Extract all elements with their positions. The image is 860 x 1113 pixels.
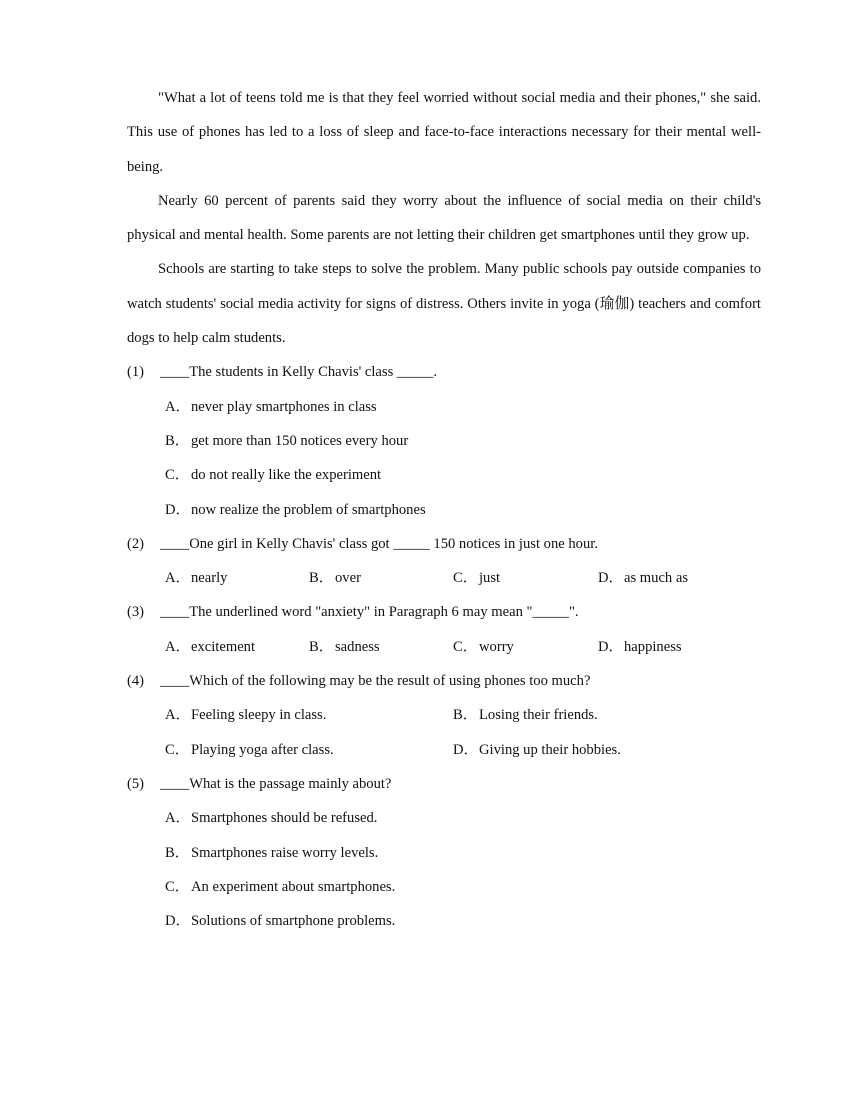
option-letter: D． [165, 913, 191, 930]
option-d[interactable] [598, 630, 682, 664]
option-text: get more than 150 notices every hour [191, 432, 409, 449]
option-a[interactable] [165, 561, 227, 595]
question-4 [127, 664, 761, 698]
option-d[interactable] [598, 561, 688, 595]
option-letter: B． [309, 570, 334, 587]
option-row [127, 493, 761, 527]
option-a[interactable] [165, 801, 377, 835]
question-5 [127, 767, 761, 801]
option-text: sadness [335, 638, 380, 655]
option-row [127, 561, 761, 595]
option-d[interactable] [453, 733, 621, 767]
option-letter: D． [598, 570, 624, 587]
option-letter: B． [453, 707, 478, 724]
option-text: over [335, 570, 361, 587]
option-row [127, 836, 761, 870]
option-text: An experiment about smartphones. [191, 878, 396, 895]
question-stem: ____The students in Kelly Chavis' class _____. [160, 364, 438, 381]
option-text: just [479, 570, 501, 587]
option-letter: A． [165, 810, 191, 827]
option-text: Smartphones raise worry levels. [191, 844, 379, 861]
option-text: Solutions of smartphone problems. [191, 913, 396, 930]
option-d[interactable] [165, 904, 395, 938]
option-row [127, 630, 761, 664]
question-stem: ____Which of the following may be the result of using phones too much? [160, 673, 591, 690]
option-c[interactable] [165, 870, 395, 904]
option-text: as much as [624, 570, 689, 587]
option-text: excitement [191, 638, 256, 655]
option-letter: C． [453, 570, 478, 587]
option-b[interactable] [453, 698, 598, 732]
reading-passage [127, 81, 761, 355]
question-3 [127, 595, 761, 629]
option-row [127, 698, 761, 732]
question-1 [127, 355, 761, 389]
option-text: nearly [191, 570, 228, 587]
option-row [127, 390, 761, 424]
question-number: (1) [127, 364, 145, 381]
option-letter: A． [165, 707, 191, 724]
option-letter: A． [165, 398, 191, 415]
option-row [127, 904, 761, 938]
option-letter: C． [165, 878, 190, 895]
option-row [127, 870, 761, 904]
question-stem: ____One girl in Kelly Chavis' class got _____ 150 notices in just one hour. [160, 535, 598, 552]
option-letter: C． [165, 467, 190, 484]
option-b[interactable] [165, 836, 378, 870]
option-letter: A． [165, 638, 191, 655]
option-text: worry [479, 638, 514, 655]
question-2 [127, 527, 761, 561]
option-letter: C． [453, 638, 478, 655]
option-b[interactable] [309, 561, 361, 595]
question-stem: ____What is the passage mainly about? [160, 775, 392, 792]
option-d[interactable] [165, 493, 426, 527]
option-a[interactable] [165, 698, 326, 732]
question-number: (5) [127, 775, 145, 792]
option-text: now realize the problem of smartphones [191, 501, 426, 518]
option-text: Smartphones should be refused. [191, 810, 378, 827]
option-letter: D． [165, 501, 191, 518]
question-number: (3) [127, 604, 145, 621]
option-letter: D． [598, 638, 624, 655]
passage-paragraph: "What a lot of teens told me is that they feel worried without social media and their phones," she said. This use of phones has led to a loss of sleep and face-to-face interactions necessary for their mental well-being. [127, 90, 761, 175]
question-number: (2) [127, 535, 145, 552]
option-a[interactable] [165, 390, 377, 424]
option-c[interactable] [453, 561, 500, 595]
option-text: do not really like the experiment [191, 467, 382, 484]
option-text: Losing their friends. [479, 707, 598, 724]
option-b[interactable] [165, 424, 408, 458]
option-row [127, 458, 761, 492]
option-b[interactable] [309, 630, 380, 664]
option-c[interactable] [453, 630, 514, 664]
option-letter: B． [309, 638, 334, 655]
option-row [127, 733, 761, 767]
option-c[interactable] [165, 458, 381, 492]
option-letter: B． [165, 844, 190, 861]
option-letter: B． [165, 432, 190, 449]
exam-page [127, 81, 761, 938]
option-row [127, 801, 761, 835]
passage-paragraph: Schools are starting to take steps to solve the problem. Many public schools pay outside companies to watch students' social media activity for signs of distress. Others invite in yoga (瑜伽) teachers and comfort dogs to help calm students. [127, 261, 761, 347]
question-stem: ____The underlined word "anxiety" in Paragraph 6 may mean "_____". [160, 604, 579, 621]
option-row [127, 424, 761, 458]
option-text: Feeling sleepy in class. [191, 707, 327, 724]
option-letter: D． [453, 741, 479, 758]
option-a[interactable] [165, 630, 255, 664]
option-text: Playing yoga after class. [191, 741, 334, 758]
option-text: never play smartphones in class [191, 398, 377, 415]
option-letter: C． [165, 741, 190, 758]
option-text: happiness [624, 638, 682, 655]
option-c[interactable] [165, 733, 334, 767]
option-text: Giving up their hobbies. [479, 741, 621, 758]
passage-paragraph: Nearly 60 percent of parents said they worry about the influence of social media on their child's physical and mental health. Some parents are not letting their children get smartphones until they grow up. [127, 192, 761, 244]
question-number: (4) [127, 673, 145, 690]
option-letter: A． [165, 570, 191, 587]
